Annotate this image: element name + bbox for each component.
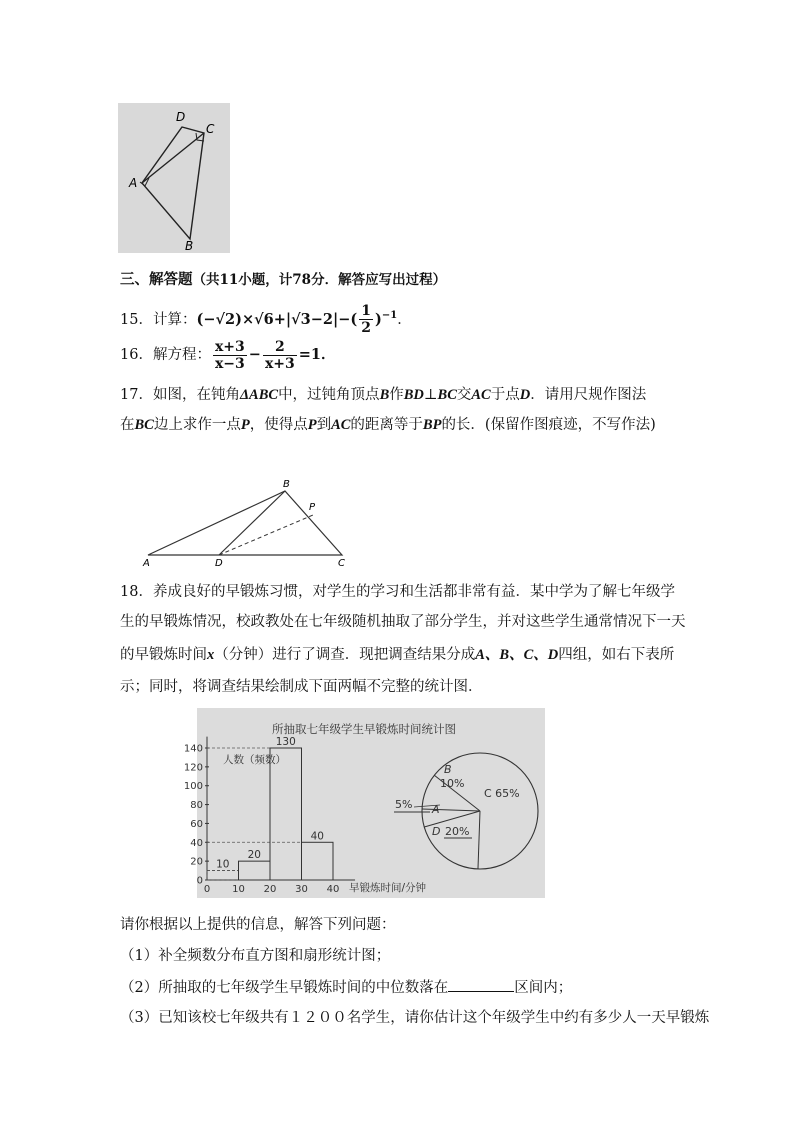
q16-f1-num: x+3	[214, 338, 245, 355]
x-tick-label: 20	[263, 884, 277, 895]
q18-prompt: 请你根据以上提供的信息，解答下列问题：	[120, 917, 396, 933]
q17-var-bp: BP	[422, 417, 442, 433]
x-axis-label: 早锻炼时间/分钟	[349, 882, 427, 894]
q16-number: 16．	[120, 347, 153, 363]
q15-prefix: 计算：	[152, 311, 197, 328]
question-17-line-2	[120, 415, 656, 435]
pie-pct-d: 20%	[445, 825, 470, 838]
pie-pct-b: 10%	[440, 777, 465, 790]
tri-label-a: A	[143, 558, 150, 569]
statistics-svg	[183, 708, 545, 898]
pie-slice-edge	[422, 809, 480, 811]
q17-var-bd: BD	[403, 387, 424, 403]
pie-label-c: C 65%	[484, 787, 520, 800]
q18-sub-3: （3）已知该校七年级共有１２００名学生，请你估计这个年级学生中约有多少人一天早锻炼	[120, 1010, 710, 1026]
histogram-bar	[270, 748, 302, 880]
bar-label: 10	[216, 858, 230, 871]
figure-quadrilateral	[118, 103, 230, 253]
x-tick-label: 10	[232, 884, 245, 895]
q17-perp: ⊥	[423, 387, 438, 403]
q15-expr-a: (−√2)×√6+|√3−2|−(	[196, 310, 358, 328]
q17-text: 于点	[490, 387, 520, 403]
q17-text: ．请用尺规作图法	[530, 387, 647, 403]
segment-bd	[219, 491, 285, 555]
q18-groups: A、B、C、D	[475, 647, 559, 663]
q17-text: ，使得点	[249, 417, 308, 433]
q17-text: 作	[389, 387, 404, 403]
q15-end: ．	[397, 311, 412, 328]
tri-label-c: C	[338, 558, 345, 569]
q17-triangle: ΔABC	[239, 387, 279, 403]
q18-text: 四组，如右下表所	[558, 647, 675, 663]
q15-number: 15．	[120, 311, 153, 328]
question-17-line-1	[120, 385, 646, 405]
bar-label: 130	[275, 736, 296, 748]
q16-fraction-1	[213, 339, 247, 372]
q17-text: 的长．(保留作图痕迹，不写作法)	[441, 417, 656, 433]
question-18-line-1: 18．养成良好的早锻炼习惯，对学生的学习和生活都非常有益．某中学为了解七年级学	[120, 584, 675, 600]
q16-f2-num: 2	[263, 339, 297, 356]
q15-exponent: −1	[381, 310, 398, 321]
y-tick-label: 80	[190, 800, 203, 812]
q17-var-bc: BC	[437, 387, 457, 403]
q17-text: 边上求作一点	[153, 417, 241, 433]
pie-label-a: A	[432, 803, 440, 816]
q17-var-ac: AC	[331, 417, 351, 433]
q15-frac-num: 1	[361, 303, 372, 320]
y-tick-label: 100	[183, 781, 203, 793]
q16-prefix: 解方程：	[152, 347, 211, 363]
q17-var-bc: BC	[134, 417, 154, 433]
q17-text: 17．如图，在钝角	[120, 387, 240, 403]
triangle-svg	[140, 475, 360, 567]
histogram-bar	[302, 842, 334, 880]
answer-blank[interactable]	[448, 977, 514, 992]
q17-text: 交	[456, 387, 472, 403]
q16-f2-den: x+3	[264, 355, 295, 372]
tri-label-b: B	[283, 479, 290, 490]
q17-var-p: P	[307, 417, 317, 433]
y-tick-label: 0	[196, 875, 203, 887]
quadrilateral-svg	[118, 103, 230, 253]
pie-chart	[394, 753, 538, 869]
q18-text: （分钟）进行了调查．现把调查结果分成	[214, 647, 476, 663]
pie-slice-edge	[478, 811, 480, 869]
quad-shape	[142, 127, 204, 239]
question-18-line-4: 示；同时，将调查结果绘制成下面两幅不完整的统计图．	[120, 679, 483, 695]
q18-var-x: x	[207, 647, 215, 663]
chart-title: 所抽取七年级学生早锻炼时间统计图	[272, 722, 456, 736]
section-heading	[120, 270, 446, 290]
histogram-bar	[239, 861, 271, 880]
x-tick-label: 40	[326, 884, 340, 895]
q17-text: 到	[316, 417, 332, 433]
pie-pct-a: 5%	[395, 798, 413, 811]
y-tick-label: 20	[190, 856, 203, 868]
statistics-figure	[183, 708, 545, 898]
bar-label: 20	[247, 849, 261, 862]
q15-expr-b: )	[375, 310, 382, 328]
q16-fraction-2	[263, 339, 297, 372]
figure-triangle	[140, 475, 360, 567]
y-tick-label: 120	[183, 762, 203, 774]
section-note: （共11小题，计78分．解答应写出过程）	[192, 272, 447, 288]
q16-minus: −	[248, 346, 261, 363]
q15-fraction	[359, 303, 373, 336]
q18-sub-2	[120, 977, 572, 998]
q17-var-p: P	[240, 417, 250, 433]
y-tick-label: 140	[183, 743, 203, 755]
q17-var-d: D	[519, 387, 531, 403]
question-18-line-3	[120, 645, 674, 665]
q17-text: 的距离等于	[350, 417, 423, 433]
triangle-abc	[148, 491, 342, 555]
x-tick-label: 30	[295, 884, 308, 895]
tri-label-d: D	[215, 558, 223, 569]
q18-sub2-text: （2）所抽取的七年级学生早锻炼时间的中位数落在	[120, 980, 449, 996]
histogram-bar	[207, 871, 239, 880]
label-c: C	[206, 122, 215, 136]
tri-label-p: P	[309, 502, 316, 513]
x-tick-label: 0	[203, 884, 211, 895]
q16-f1-den: x−3	[214, 355, 245, 372]
q18-sub2-text: 区间内；	[514, 980, 573, 996]
y-tick-label: 60	[190, 818, 203, 830]
section-title: 三、解答题	[120, 271, 193, 288]
q15-frac-den: 2	[361, 320, 372, 337]
label-b: B	[185, 239, 194, 253]
q17-var-b: B	[379, 387, 390, 403]
bar-label: 40	[310, 830, 324, 843]
q16-rhs: =1．	[298, 346, 336, 363]
question-15	[120, 300, 412, 337]
dashed-construction	[219, 515, 313, 555]
pie-label-d: D	[432, 825, 441, 838]
y-axis-label: 人数（频数）	[223, 754, 286, 766]
q17-text: 在	[120, 417, 135, 433]
pie-label-b: B	[444, 763, 452, 776]
q17-text: 中，过钝角顶点	[278, 387, 380, 403]
q18-sub-1: （1）补全频数分布直方图和扇形统计图；	[120, 948, 391, 964]
question-18-line-2: 生的早锻炼情况，校政教处在七年级随机抽取了部分学生，并对这些学生通常情况下一天	[120, 614, 686, 630]
label-a: A	[129, 176, 138, 190]
label-d: D	[176, 110, 186, 124]
q18-text: 的早锻炼时间	[120, 647, 207, 663]
question-16	[120, 337, 336, 373]
y-tick-label: 40	[190, 837, 203, 849]
q17-var-ac: AC	[471, 387, 491, 403]
